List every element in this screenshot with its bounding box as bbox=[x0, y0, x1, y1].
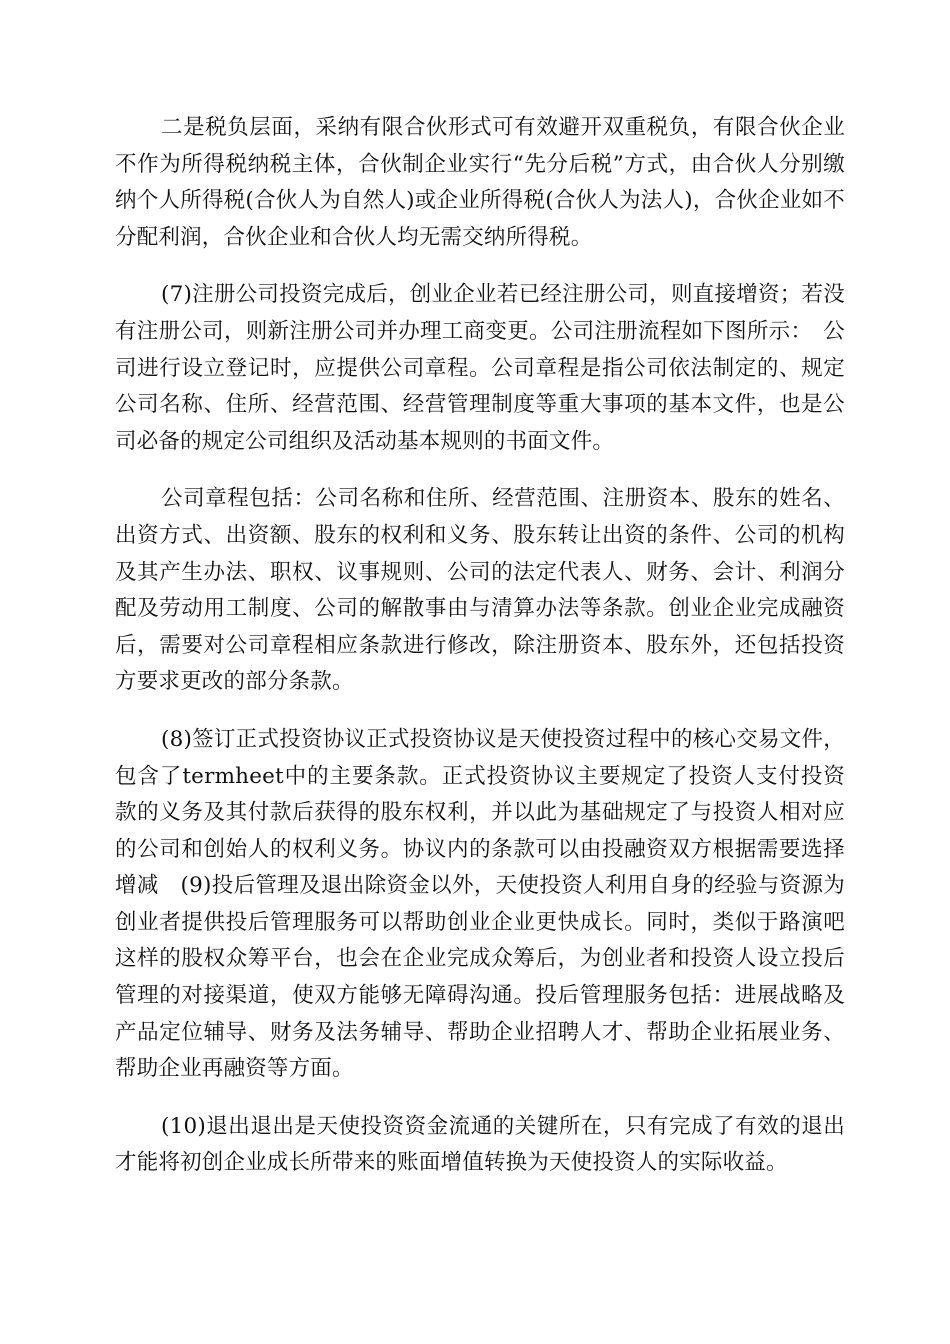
paragraph-company-registration: (7)注册公司投资完成后，创业企业若已经注册公司，则直接增资；若没有注册公司，则新注册公司并办理工商变更。公司注册流程如下图所示： 公司进行设立登记时，应提供公司章程。公司章程是指公司依法制定的、规定公司名称、住所、经营范围、经营管理制度等重大事项的基本文件，也是公司必备的规定公司组织及活动基本规则的书面文件。 bbox=[115, 282, 845, 454]
document-body bbox=[115, 110, 845, 1182]
paragraph-investment-agreement: (8)签订正式投资协议正式投资协议是天使投资过程中的核心交易文件，包含了termheet中的主要条款。正式投资协议主要规定了投资人支付投资款的义务及其付款后获得的股东权利，并以此为基础规定了与投资人相对应的公司和创始人的权利义务。协议内的条款可以由投融资双方根据需要选择增减 (9)投后管理及退出除资金以外，天使投资人利用自身的经验与资源为创业者提供投后管理服务可以帮助创业企业更快成长。同时，类似于路演吧这样的股权众筹平台，也会在企业完成众筹后，为创业者和投资人设立投后管理的对接渠道，使双方能够无障碍沟通。投后管理服务包括：进展战略及产品定位辅导、财务及法务辅导、帮助企业招聘人才、帮助企业拓展业务、帮助企业再融资等方面。 bbox=[115, 726, 845, 1082]
paragraph-tax-burden: 二是税负层面，采纳有限合伙形式可有效避开双重税负，有限合伙企业不作为所得税纳税主体，合伙制企业实行“先分后税”方式，由合伙人分别缴纳个人所得税(合伙人为自然人)或企业所得税(合伙人为法人)，合伙企业如不分配利润，合伙企业和合伙人均无需交纳所得税。 bbox=[115, 115, 845, 250]
paragraph-articles-of-association: 公司章程包括：公司名称和住所、经营范围、注册资本、股东的姓名、出资方式、出资额、股东的权利和义务、股东转让出资的条件、公司的机构及其产生办法、职权、议事规则、公司的法定代表人、财务、会计、利润分配及劳动用工制度、公司的解散事由与清算办法等条款。创业企业完成融资后，需要对公司章程相应条款进行修改，除注册资本、股东外，还包括投资方要求更改的部分条款。 bbox=[115, 486, 845, 695]
paragraph-exit: (10)退出退出是天使投资资金流通的关键所在，只有完成了有效的退出才能将初创企业成长所带来的账面增值转换为天使投资人的实际收益。 bbox=[115, 1113, 845, 1176]
